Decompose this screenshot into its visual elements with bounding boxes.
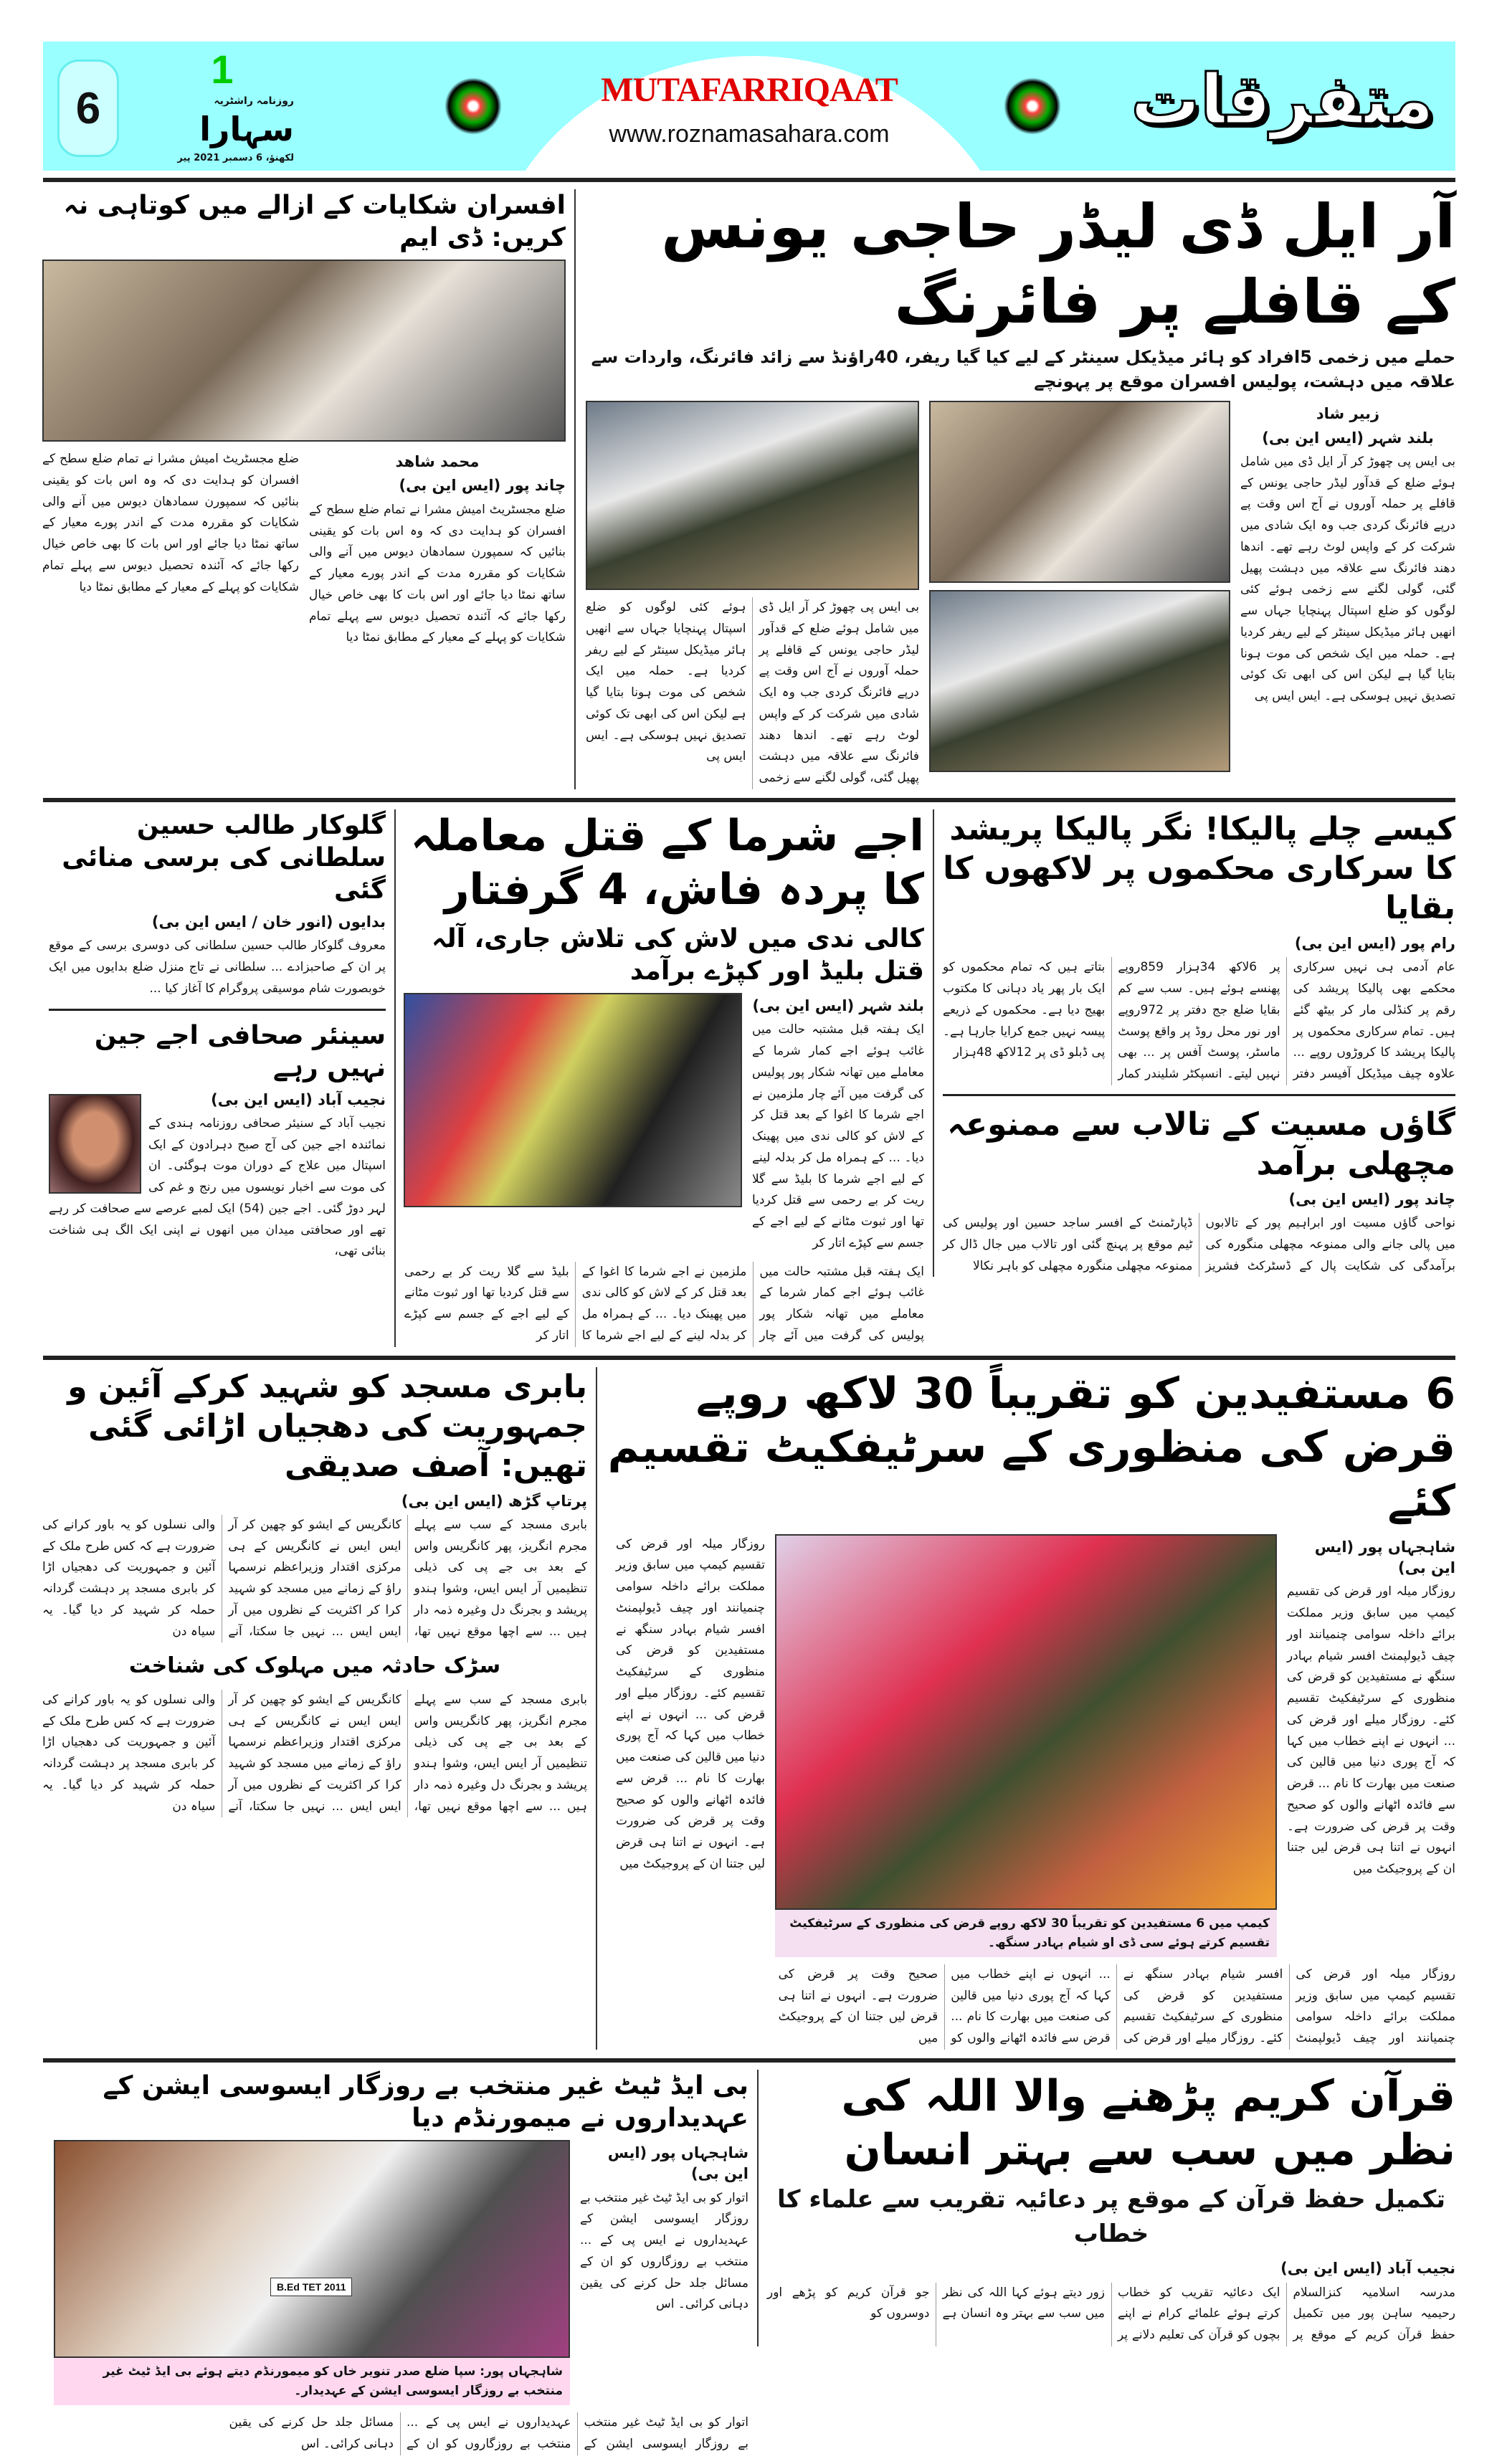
logo-name: سہارا — [199, 110, 294, 148]
article-body-continued: روزگار میلہ اور قرض کی تقسیم کیمپ میں سابق وزیر مملکت برائے داخلہ سوامی چنمیانند اور چیف ڈیولپمنٹ افسر شیام بہادر سنگھ نے مستفیدین کو قرض کی منظوری کے سرٹیفکیٹ تقسیم کئے۔ روزگار میلے اور قرض کی ... انہوں نے اپنے خطاب میں کہا کہ آج پوری دنیا میں قالین کی صنعت میں بھارت کا نام ... قرض سے فائدہ اٹھانے والوں کو صحیح وقت پر قرض کی ضرورت ہے۔ انہوں نے اتنا ہی قرض لیں جتنا ان کے پروجیکٹ میں — [616, 1536, 765, 1871]
photo-memorandum — [54, 2140, 570, 2358]
subheadline: کالی ندی میں لاش کی تلاش جاری، آلہ قتل بلیڈ اور کپڑے برآمد — [432, 923, 924, 986]
sunburst-icon — [445, 77, 502, 135]
section-brand: MUTAFARRIQAAT — [601, 71, 898, 109]
headline: 6 مستفیدین کو تقریباً 30 لاکھ روپے قرض کی منظوری کے سرٹیفکیٹ تقسیم کئے — [607, 1368, 1455, 1526]
box-headline: سڑک حادثہ میں مہلوک کی شناخت — [128, 1653, 501, 1679]
article-body: ایک ہفتہ قبل مشتبہ حالت میں غائب ہوئے اجے کمار شرما کے معاملے میں تھانہ شکار پور پولیس کی گرفت میں آئے چار ملزمین نے اجے شرما کا اغوا کے بعد قتل کر کے لاش کو کالی ندی میں پھینک دیا۔ ... کے ہمراہ مل کر بدلہ لینے کے لیے اجے شرما کا بلیڈ سے گلا ریت کر بے رحمی سے قتل کردیا تھا اور ثبوت مٹانے کے لیے اجے کے جسم سے کپڑے اتار کر — [752, 1022, 924, 1250]
article-palika — [943, 809, 1455, 1085]
headline: قرآن کریم پڑھنے والا اللہ کی نظر میں سب سے بہتر انسان — [841, 2070, 1455, 2175]
photo-certificate-distribution — [775, 1534, 1277, 1910]
article-body-continued: بی ایس پی چھوڑ کر آر ایل ڈی میں شامل ہوئے ضلع کے قدآور لیڈر حاجی یونس کے قافلے پر حملہ آوروں نے آج اس وقت پے درپے فائرنگ کردی جب وہ ایک شادی میں شرکت کر کے واپس لوٹ رہے تھے۔ اندھا دھند فائرنگ سے علاقہ میں دہشت پھیل گئی، گولی لگنے سے زخمی ہوئے کئی لوگوں کو ضلع اسپتال پہنچایا جہاں سے انھیں ہائر میڈیکل سینٹر کے لیے ریفر کردیا ہے۔ حملہ میں ایک شخص کی موت ہونا بتایا گیا ہے لیکن اس کی ابھی تک کوئی تصدیق نہیں ہوسکی ہے۔ ایس ایس پی — [586, 600, 919, 786]
photo-caption: شاہجہاں پور: سپا ضلع صدر تنویر خاں کو میمورنڈم دیتے ہوئے بی ایڈ ٹیٹ غیر منتخب بے روزگار ایسوسی ایشن کے عہدیدار۔ — [54, 2358, 570, 2405]
article-body: روزگار میلہ اور قرض کی تقسیم کیمپ میں سابق وزیر مملکت برائے داخلہ سوامی چنمیانند اور چیف ڈیولپمنٹ افسر شیام بہادر سنگھ نے مستفیدین کو قرض کی منظوری کے سرٹیفکیٹ تقسیم کئے۔ روزگار میلے اور قرض کی ... انہوں نے اپنے خطاب میں کہا کہ آج پوری دنیا میں قالین کی صنعت میں بھارت کا نام ... قرض سے فائدہ اٹھانے والوں کو صحیح وقت پر قرض کی ضرورت ہے۔ انہوں نے اتنا ہی قرض لیں جتنا ان کے پروجیکٹ میں — [1287, 1584, 1455, 1877]
dateline: شاہجہاں پور (ایس این بی) — [607, 2144, 748, 2183]
website-url[interactable]: www.roznamasahara.com — [609, 120, 890, 148]
photo-injured — [929, 590, 1230, 772]
article-loans — [596, 1367, 1455, 2050]
author: زبیر شاد — [1316, 405, 1380, 423]
headline: آر ایل ڈی لیڈر حاجی یونس کے قافلے پر فائرنگ — [661, 191, 1455, 337]
article-babri — [42, 1367, 587, 1818]
page-number: 6 — [57, 60, 119, 157]
article-body: بی ایس پی چھوڑ کر آر ایل ڈی میں شامل ہوئے ضلع کے قدآور لیڈر حاجی یونس کے قافلے پر حملہ آوروں نے آج اس وقت پے درپے فائرنگ کردی جب وہ ایک شادی میں شرکت کر کے واپس لوٹ رہے تھے۔ اندھا دھند فائرنگ سے علاقہ میں دہشت پھیل گئی، گولی لگنے سے زخمی ہوئے کئی لوگوں کو ضلع اسپتال پہنچایا جہاں سے انھیں ہائر میڈیکل سینٹر کے لیے ریفر کردیا ہے۔ حملہ میں ایک شخص کی موت ہونا بتایا گیا ہے لیکن اس کی ابھی تک کوئی تصدیق نہیں ہوسکی ہے۔ ایس ایس پی — [1240, 454, 1455, 704]
dateline: پرتاپ گڑھ (ایس این بی) — [401, 1492, 587, 1510]
dateline: بلند شہر (ایس این بی) — [752, 996, 924, 1014]
palika-fish-column — [933, 809, 1455, 1278]
headline: کیسے چلے پالیکا! نگر پالیکا پریشد کا سرکاری محکموں پر لاکھوں کا بقایا — [943, 810, 1455, 926]
article-body: عام آدمی ہی نہیں سرکاری محکمے بھی پالیکا پریشد کی رقم پر کنڈلی مار کر بیٹھ گئے ہیں۔ تمام سرکاری محکموں پر پالیکا پریشد کا کروڑوں روپے ... علاوہ چیف میڈیکل آفیسر دفتر پر 6لاکھ 34ہزار 859روپے پھنسے ہوئے ہیں۔ سب سے کم بقایا ضلع جج دفتر پر 972روپے اور نور محل روڈ پر واقع پوسٹ ماسٹر، پوسٹ آفس پر ... بھی نہیں لیتے۔ انسپکٹر شلیندر کمار بتاتے ہیں کہ تمام محکموں کو ایک بار پھر یاد دہانی کا مکتوب بھیج دیا ہے۔ محکموں کے ذریعے پیسہ نہیں جمع کرایا جارہا ہے۔ پی ڈبلو ڈی پر 12لاکھ 48ہزار — [943, 960, 1455, 1082]
dateline: چاند پور (ایس این بی) — [1288, 1190, 1455, 1208]
headline: گاؤں مسیت کے تالاب سے ممنوعہ مچھلی برآمد — [947, 1105, 1455, 1182]
row-bottom — [43, 2070, 1455, 2455]
dateline: نجیب آباد (ایس این بی) — [211, 1090, 386, 1108]
photo-police-scene — [929, 401, 1230, 583]
newspaper-logo — [143, 46, 301, 168]
divider — [43, 2058, 1455, 2063]
row-lower — [43, 1367, 1455, 2050]
photo-arrested-accused — [404, 993, 742, 1207]
article-complaints — [42, 189, 566, 649]
divider — [43, 178, 1455, 182]
article-body-continued: اتوار کو بی ایڈ ٹیٹ غیر منتخب بے روزگار ایسوسی ایشن کے عہدیداروں نے ایس پی کے ... منتخب بے روزگاروں کو ان کے مسائل جلد حل کرنے کی یقین دہانی کرائی۔ اس — [229, 2415, 748, 2452]
dateline: نجیب آباد (ایس این بی) — [1280, 2260, 1455, 2278]
author: محمد شاھد — [395, 453, 480, 470]
article-body: ضلع مجسٹریٹ امیش مشرا نے تمام ضلع سطح کے افسران کو ہدایت دی کہ وہ اس بات کو یقینی بنائیں کہ سمپورن سمادھان دیوس میں آنے والی شکایات کو مقررہ مدت کے اندر پورے معیار کے ساتھ نمٹا دیا جائے اور اس بات کا بھی خاص خیال رکھا جائے کہ آئندہ تحصیل دیوس سے پہلے تمام شکایات کو پہلے کے معیار کے مطابق نمٹا دیا — [309, 502, 566, 645]
row-top — [43, 189, 1455, 789]
photo-ajay-jain — [49, 1094, 141, 1194]
subheadline: حملے میں زخمی 5افراد کو ہائر میڈیکل سینٹر کے لیے کیا گیا ریفر، 40راؤنڈ سے زائد فائرنگ، واردات سے علاقہ میں دہشت، پولیس افسران موقع پر پہونچے — [591, 347, 1455, 391]
divider — [43, 798, 1455, 802]
row-middle — [43, 809, 1455, 1347]
edition-date: لکھنؤ، 6 دسمبر 2021 پیر — [177, 153, 294, 163]
article-body: بابری مسجد کے سب سے پہلے مجرم انگریز، پھر کانگریس واس کے بعد بی جے پی کی ذیلی تنظیمیں آر ایس ایس، وشوا ہندو پریشد و بجرنگ دل وغیرہ ذمہ دار ہیں ... سے اچھا موقع نہیں تھا، کانگریس کے ایشو کو چھین کر آر ایس ایس نے کانگریس کے ہی مرکزی اقتدار وزیراعظم نرسمہا راؤ کے زمانے میں مسجد کو شہید کرا کر اکثریت کے نظروں میں آر ایس ایس ... نہیں جا سکتا، آنے والی نسلوں کو یہ باور کرانے کی ضرورت ہے کہ کس طرح ملک کے آئین و جمہوریت کی دھجیاں اڑا کر بابری مسجد پر دہشت گردانہ حملہ کر شہید کر دیا گیا۔ یہ سیاہ دن — [42, 1517, 587, 1639]
divider — [49, 1009, 386, 1011]
subheadline: تکمیل حفظ قرآن کے موقع پر دعائیہ تقریب سے علماء کا خطاب — [777, 2184, 1445, 2248]
headline: گلوکار طالب حسین سلطانی کی برسی منائی گئی — [62, 810, 386, 905]
photo-car — [586, 401, 919, 590]
article-body: نجیب آباد کے سنیئر صحافی روزنامہ ہندی کے نمائندہ اجے جین کی آج صبح دہرادون کے ایک اسپتال میں علاج کے دوران موت ہوگئی۔ ان کی موت سے اخبار نویسوں میں رنج و غم کی لہر دوڑ گئی۔ اجے جین (54) ایک لمبے عرصے سے صحافت کر رہے تھے اور صحافتی میدان میں انھوں نے اپنی ایک الگ ہی شناخت بنائی تھی، — [49, 1116, 386, 1259]
article-fish — [943, 1105, 1455, 1278]
divider — [943, 1094, 1455, 1096]
article-body-continued: بابری مسجد کے سب سے پہلے مجرم انگریز، پھر کانگریس واس کے بعد بی جے پی کی ذیلی تنظیمیں آر ایس ایس، وشوا ہندو پریشد و بجرنگ دل وغیرہ ذمہ دار ہیں ... سے اچھا موقع نہیں تھا، کانگریس کے ایشو کو چھین کر آر ایس ایس نے کانگریس کے ہی مرکزی اقتدار وزیراعظم نرسمہا راؤ کے زمانے میں مسجد کو شہید کرا کر اکثریت کے نظروں میں آر ایس ایس ... نہیں جا سکتا، آنے والی نسلوں کو یہ باور کرانے کی ضرورت ہے کہ کس طرح ملک کے آئین و جمہوریت کی دھجیاں اڑا کر بابری مسجد پر دہشت گردانہ حملہ کر شہید کر دیا گیا۔ یہ سیاہ دن — [42, 1692, 587, 1814]
section-title: متفرقات — [1131, 60, 1434, 140]
divider — [43, 1356, 1455, 1360]
article-body: مدرسہ اسلامیہ کنزالسلام رحیمیہ ساہن پور میں تکمیل حفظ قرآن کریم کے موقع پر ایک دعائیہ تقریب کو خطاب کرتے ہوئے علمائے کرام نے اپنے بچوں کو قرآن کی تعلیم دلانے پر زور دیتے ہوئے کہا اللہ کی نظر میں سب سے بہتر وہ انسان ہے جو قرآن کریم کو پڑھے اور دوسروں کو — [767, 2285, 1455, 2343]
dateline: رام پور (ایس این بی) — [1294, 934, 1455, 952]
headline: بی ایڈ ٹیٹ غیر منتخب بے روزگار ایسوسی ایشن کے عہدیداروں نے میمورنڈم دیا — [103, 2070, 748, 2133]
dateline: بدایوں (انور خان / ایس این بی) — [151, 913, 386, 931]
dateline: شاہجہاں پور (ایس این بی) — [1314, 1538, 1455, 1576]
article-journalist — [49, 1019, 386, 1263]
article-body: نواحی گاؤں مسیت اور ابراہیم پور کے تالابوں میں پالی جانے والی ممنوعہ مچھلی منگورہ کی برآمدگی کی شکایت پال کے ڈسٹرکٹ فشریز ڈپارٹمنٹ کے افسر ساجد حسین اور پولیس کی ٹیم موقع پر پہنچ گئی اور تالاب میں جال ڈال کر ممنوعہ مچھلی منگورہ مچھلی کو باہر نکالا — [943, 1216, 1455, 1273]
article-rld-firing — [574, 189, 1455, 789]
article-body: اتوار کو بی ایڈ ٹیٹ غیر منتخب بے روزگار ایسوسی ایشن کے عہدیداروں نے ایس پی کے ... منتخب بے روزگاروں کو ان کے مسائل جلد حل کرنے کی یقین دہانی کرائی۔ اس — [580, 2190, 748, 2312]
photo-caption: کیمپ میں 6 مستفیدین کو تقریباً 30 لاکھ روپے قرض کی منظوری کے سرٹیفکیٹ تقسیم کرتے ہوئے سی ڈی او شیام بہادر سنگھ۔ — [775, 1910, 1277, 1957]
headline: سینئر صحافی اجے جین نہیں رہے — [94, 1020, 386, 1083]
article-murder — [394, 809, 924, 1347]
article-body-continued: ضلع مجسٹریٹ امیش مشرا نے تمام ضلع سطح کے افسران کو ہدایت دی کہ وہ اس بات کو یقینی بنائیں کہ سمپورن سمادھان دیوس میں آنے والی شکایات کو مقررہ مدت کے اندر پورے معیار کے ساتھ نمٹا دیا جائے اور اس بات کا بھی خاص خیال رکھا جائے کہ آئندہ تحصیل دیوس سے پہلے تمام شکایات کو پہلے کے معیار کے مطابق نمٹا دیا — [42, 452, 299, 594]
protest-sign: B.Ed TET 2011 — [270, 2278, 352, 2296]
article-body-continued: ایک ہفتہ قبل مشتبہ حالت میں غائب ہوئے اجے کمار شرما کے معاملے میں تھانہ شکار پور پولیس کی گرفت میں آئے چار ملزمین نے اجے شرما کا اغوا کے بعد قتل کر کے لاش کو کالی ندی میں پھینک دیا۔ ... کے ہمراہ مل کر بدلہ لینے کے لیے اجے شرما کا بلیڈ سے گلا ریت کر بے رحمی سے قتل کردیا تھا اور ثبوت مٹانے کے لیے اجے کے جسم سے کپڑے اتار کر — [404, 1264, 924, 1343]
headline: افسران شکایات کے ازالے میں کوتاہی نہ کریں: ڈی ایم — [63, 191, 566, 252]
logo-tagline: روزنامہ راشٹریہ — [214, 95, 294, 107]
singer-journalist-column — [49, 809, 386, 1262]
photo-meeting — [42, 260, 566, 442]
article-quran — [757, 2070, 1455, 2346]
masthead — [43, 42, 1455, 171]
logo-badge: 1 — [211, 47, 234, 92]
headline: اجے شرما کے قتل معاملہ کا پردہ فاش، 4 گرفتار — [410, 810, 924, 915]
headline: بابری مسجد کو شہید کرکے آئین و جمہوریت کی دھجیاں اڑائی گئی تھیں: آصف صدیقی — [67, 1368, 587, 1484]
page-content — [43, 178, 1455, 2464]
article-bed-tet — [52, 2070, 748, 2455]
article-body-continued: روزگار میلہ اور قرض کی تقسیم کیمپ میں سابق وزیر مملکت برائے داخلہ سوامی چنمیانند اور چیف ڈیولپمنٹ افسر شیام بہادر سنگھ نے مستفیدین کو قرض کی منظوری کے سرٹیفکیٹ تقسیم کئے۔ روزگار میلے اور قرض کی ... انہوں نے اپنے خطاب میں کہا کہ آج پوری دنیا میں قالین کی صنعت میں بھارت کا نام ... قرض سے فائدہ اٹھانے والوں کو صحیح وقت پر قرض کی ضرورت ہے۔ انہوں نے اتنا ہی قرض لیں جتنا ان کے پروجیکٹ میں — [778, 1966, 1455, 2046]
article-body: معروف گلوکار طالب حسین سلطانی کی دوسری برسی کے موقع پر ان کے صاحبزادے ... سلطانی نے تاج منزل ضلع بدایوں میں ایک خوبصورت شام موسیقی پروگرام کا آغاز کیا ... — [49, 938, 386, 996]
dateline: چاند پور (ایس این بی) — [399, 477, 566, 495]
dateline: بلند شہر (ایس این بی) — [1262, 429, 1434, 447]
article-singer — [49, 809, 386, 1000]
sunburst-icon — [1004, 77, 1061, 135]
